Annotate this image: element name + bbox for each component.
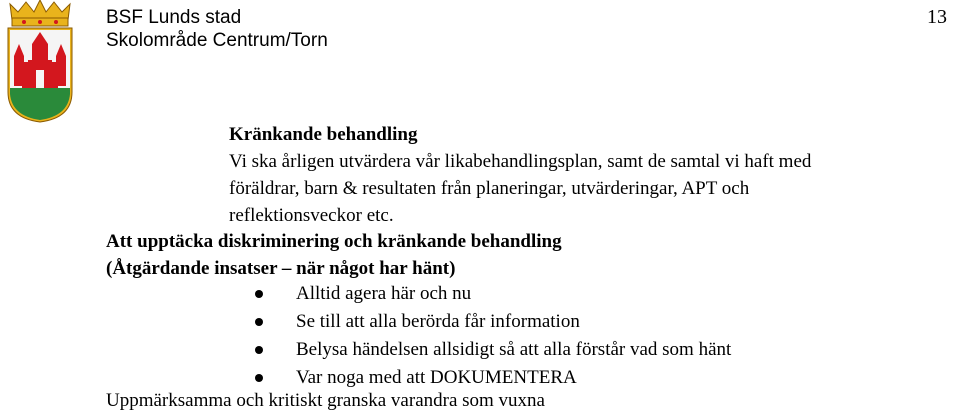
org-name: BSF Lunds stad — [106, 7, 242, 28]
bullet-icon — [255, 318, 263, 326]
section-title: Kränkande behandling — [229, 124, 418, 145]
page-header — [106, 6, 328, 52]
list-item: Belysa händelsen allsidigt så att alla förstår vad som hänt — [255, 336, 731, 364]
paragraph-line: Vi ska årligen utvärdera vår likabehandlingsplan, samt de samtal vi haft med — [229, 151, 812, 172]
crown-icon — [10, 0, 70, 26]
paragraph-line: reflektionsveckor etc. — [229, 205, 394, 226]
bullet-icon — [255, 290, 263, 298]
lund-coat-of-arms-icon — [4, 0, 76, 124]
school-area: Skolområde Centrum/Torn — [106, 30, 328, 51]
paragraph-line: föräldrar, barn & resultaten från planeringar, utvärderingar, APT och — [229, 178, 750, 199]
heading-line: Att upptäcka diskriminering och kränkande behandling — [106, 231, 562, 252]
list-item: Alltid agera här och nu — [255, 280, 731, 308]
heading-line: (Åtgärdande insatser – när något har hänt) — [106, 258, 456, 279]
section-paragraph — [229, 148, 929, 229]
detection-heading — [106, 228, 562, 282]
bullet-icon — [255, 374, 263, 382]
action-list — [255, 280, 731, 392]
list-item: Se till att alla berörda får information — [255, 308, 731, 336]
closing-line: Uppmärksamma och kritiskt granska varandra som vuxna — [106, 390, 545, 411]
bullet-icon — [255, 346, 263, 354]
page-number: 13 — [927, 6, 947, 28]
list-item: Var noga med att DOKUMENTERA — [255, 364, 731, 392]
